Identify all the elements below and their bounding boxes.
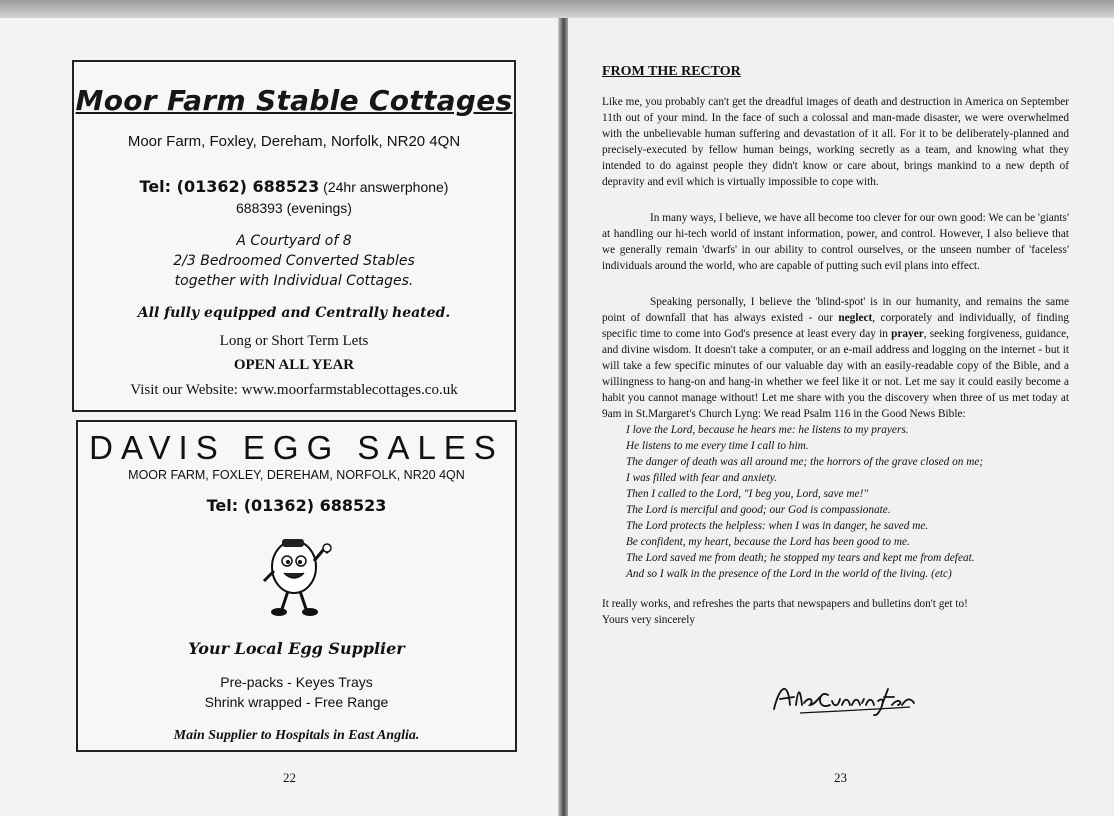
advert-address: Moor Farm, Foxley, Dereham, Norfolk, NR20 4QN [127,133,461,150]
advert-product-line: Pre-packs - Keyes Trays [220,674,373,690]
paragraph [602,294,1069,422]
paragraph: In many ways, I believe, we have all become too clever for our own good: We can be 'giants' at handling our hi-tech world of instant information, power, and control. However, I also believe that we generally remain 'dwarfs' in our ability to control ourselves, or the unseen number of 'faceless' individuals around the world, who are capable of putting such evil plans into effect. [602,212,1069,272]
emphasis-prayer: prayer [891,328,924,340]
article-heading: FROM THE RECTOR [602,64,741,79]
advert-supplier-headline: Your Local Egg Supplier [188,639,405,658]
advert-title: DAVIS EGG SALES [89,429,504,466]
stable-cottages-advert [72,60,516,412]
psalm-line: He listens to me every time I call to him. [626,440,809,452]
advert-open-all-year: OPEN ALL YEAR [233,357,355,373]
description-line: 2/3 Bedroomed Converted Stables [173,253,415,269]
advert-product-line: Shrink wrapped - Free Range [204,694,389,710]
signature-icon [770,675,920,719]
egg-mascot-illustration [252,531,342,621]
psalm-line: The Lord protects the helpless: when I was in danger, he saved me. [626,520,929,532]
advert-description [74,231,514,291]
advert-heated-note: All fully equipped and Centrally heated. [137,305,451,321]
closing-line: It really works, and refreshes the parts that newspapers and bulletins don't get to! [602,598,968,610]
page-number-right: 23 [834,770,847,785]
page-number-left: 22 [283,770,296,785]
telephone-evening: 688393 (evenings) [236,200,352,216]
paragraph-text: Speaking personally, I believe the 'blind-spot' is in our humanity, and remains the same point of downfall that has always existed - our [602,296,1069,324]
paragraph-text: , corporately and individually, of finding specific time to come into God's presence at least every day in [602,312,1069,340]
advert-title: Moor Farm Stable Cottages [75,84,513,117]
rector-letter [602,64,1069,628]
paragraph: Like me, you probably can't get the dreadful images of death and destruction in America on September 11th out of your mind. In the face of such a colossal and man-made disaster, we were overwhelmed with the unbelievable human suffering and devastation of it all. For it to be deliberately-planned and precisely-executed by fellow human beings, working secretly as a team, and knowing what they intended to do against people they didn't know or care about, brings mankind to a new depth of depravity and evil which is virtually impossible to cope with. [602,96,1069,188]
advert-main-supplier: Main Supplier to Hospitals in East Anglia. [173,728,420,743]
advert-address: MOOR FARM, FOXLEY, DEREHAM, NORFOLK, NR20 4QN [128,468,465,482]
advert-lets: Long or Short Term Lets [219,333,369,349]
psalm-line: And so I walk in the presence of the Lord in the world of the living. (etc) [626,568,952,580]
psalm-line: The Lord is merciful and good; our God is compassionate. [626,504,891,516]
psalm-line: The Lord saved me from death; he stopped my tears and kept me from defeat. [626,552,975,564]
psalm-line: The danger of death was all around me; the horrors of the grave closed on me; [626,456,984,468]
psalm-line: I love the Lord, because he hears me: he listens to my prayers. [626,424,909,436]
handwritten-signature [770,675,920,719]
advert-website: Visit our Website: www.moorfarmstablecottages.co.uk [130,382,458,398]
psalm-line: I was filled with fear and anxiety. [626,472,777,484]
telephone-note: (24hr answerphone) [319,179,449,195]
description-line: A Courtyard of 8 [236,233,352,249]
scanner-edge [0,0,1114,20]
egg-mascot-icon [252,531,342,621]
psalm-line: Be confident, my heart, because the Lord has been good to me. [626,536,910,548]
egg-sales-advert [76,420,517,752]
emphasis-neglect: neglect [838,312,873,324]
advert-telephone [74,176,514,219]
telephone-main: Tel: (01362) 688523 [139,177,320,196]
paragraph-text: , seeking forgiveness, guidance, and divine wisdom. It doesn't take a computer, or an e-mail address and logging on the internet - but it will take a few specific minutes of our valuable day with an easily-readable copy of the Bible, and a willingness to hang-on and hang-in whether we feel like it or not. Let me say it could easily become a habit you cannot manage without! Let me share with you the discovery when three of us met today at 9am in St.Margaret's Church Lyng: We read Psalm 116 in the Good News Bible: [602,328,1070,420]
psalm-line: Then I called to the Lord, "I beg you, Lord, save me!" [626,488,869,500]
sign-off: Yours very sincerely [602,614,695,626]
advert-telephone: Tel: (01362) 688523 [206,496,387,515]
psalm-quote [626,422,1069,582]
description-line: together with Individual Cottages. [174,273,414,289]
